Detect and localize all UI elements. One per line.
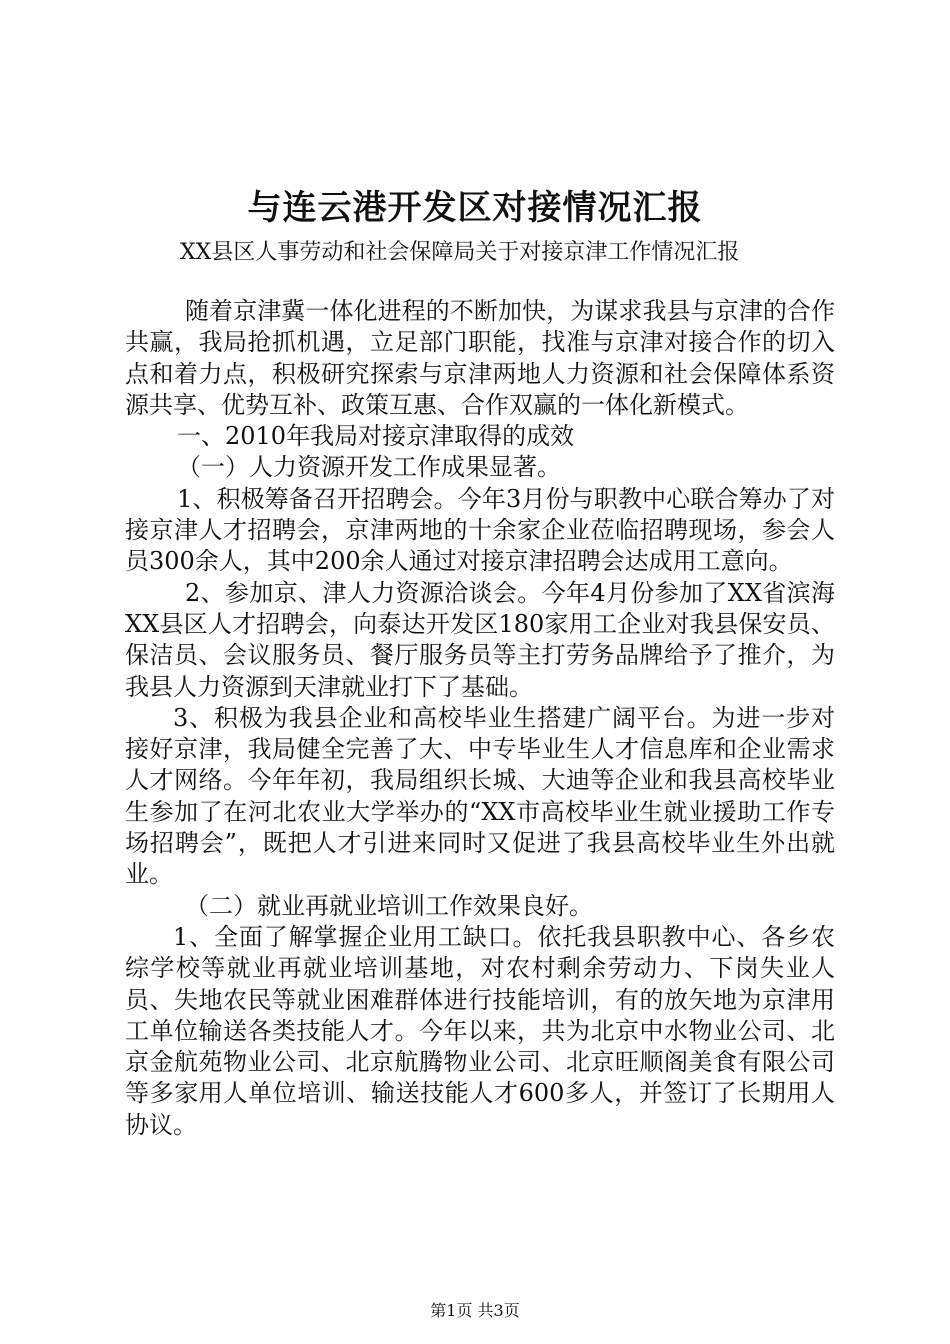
paragraph-item-1-1: 1、积极筹备召开招聘会。今年3月份与职教中心联合筹办了对接京津人才招聘会，京津两地的十余家企业莅临招聘现场，参会人员300余人，其中200余人通过对接京津招聘会达成用工意向。 (125, 484, 835, 576)
page-footer: 第1页 共3页 (430, 1301, 520, 1320)
subsection-heading-2: （二）就业再就业培训工作效果良好。 (185, 891, 593, 920)
section-heading-1: 一、2010年我局对接京津取得的成效 (177, 422, 575, 451)
document-subtitle: XX县区人事劳动和社会保障局关于对接京津工作情况汇报 (180, 240, 740, 265)
paragraph-item-1-2: 2、参加京、津人力资源洽谈会。今年4月份参加了XX省滨海XX县区人才招聘会，向泰达开发区180家用工企业对我县保安员、保洁员、会议服务员、餐厅服务员等主打劳务品牌给予了推介，为我县人力资源到天津就业打下了基础。 (125, 578, 835, 701)
paragraph-item-1-3: 3、积极为我县企业和高校毕业生搭建广阔平台。为进一步对接好京津，我局健全完善了大、中专毕业生人才信息库和企业需求人才网络。今年年初，我局组织长城、大迪等企业和我县高校毕业生参加了在河北农业大学举办的“XX市高校毕业生就业援助工作专场招聘会”，既把人才引进来同时又促进了我县高校毕业生外出就业。 (125, 703, 835, 889)
intro-paragraph: 随着京津冀一体化进程的不断加快，为谋求我县与京津的合作共赢，我局抢抓机遇，立足部门职能，找准与京津对接合作的切入点和着力点，积极研究探索与京津两地人力资源和社会保障体系资源共享、优势互补、政策互惠、合作双赢的一体化新模式。 (125, 297, 835, 419)
subsection-heading-1: （一）人力资源开发工作成果显著。 (177, 453, 561, 482)
document-body (125, 296, 835, 1141)
paragraph-item-2-1: 1、全面了解掌握企业用工缺口。依托我县职教中心、各乡农综学校等就业再就业培训基地，对农村剩余劳动力、下岗失业人员、失地农民等就业困难群体进行技能培训，有的放矢地为京津用工单位输送各类技能人才。今年以来，共为北京中水物业公司、北京金航苑物业公司、北京航腾物业公司、北京旺顺阁美食有限公司等多家用人单位培训、输送技能人才600多人，并签订了长期用人协议。 (125, 922, 835, 1139)
document-title: 与连云港开发区对接情况汇报 (247, 188, 703, 228)
